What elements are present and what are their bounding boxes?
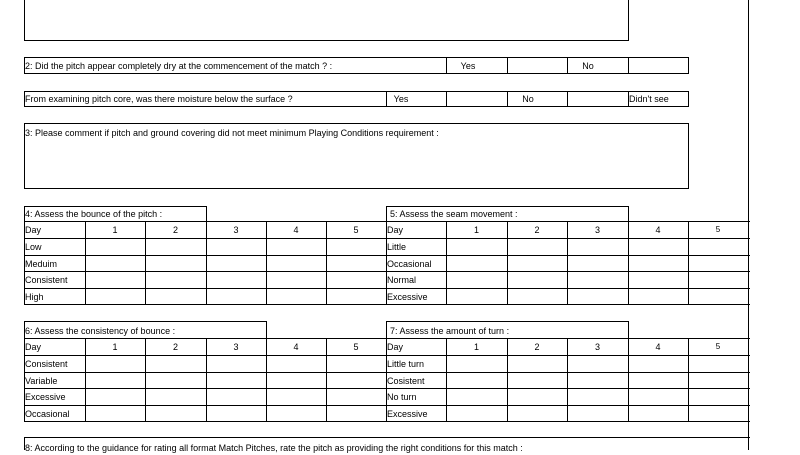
q6-day-label: Day	[25, 342, 42, 352]
q4-row-consistent: Consistent	[25, 275, 68, 285]
q7-day-2: 2	[534, 342, 540, 352]
q6-row-consistent: Consistent	[25, 359, 68, 369]
q6-day-5: 5	[353, 342, 359, 352]
q3-question: 3: Please comment if pitch and ground covering did not meet minimum Playing Conditions requirement :	[25, 128, 439, 138]
q5-row-occasional: Occasional	[387, 259, 432, 269]
q7-row-excessive: Excessive	[387, 409, 428, 419]
q6-row-excessive: Excessive	[25, 392, 66, 402]
moisture-no-checkbox[interactable]	[568, 92, 627, 106]
q7-title: 7: Assess the amount of turn :	[390, 326, 510, 336]
q4-row-low: Low	[25, 242, 42, 252]
q7-day-1: 1	[473, 342, 479, 352]
q6-day-3: 3	[233, 342, 239, 352]
q2-no-checkbox[interactable]	[629, 58, 688, 73]
right-page-border	[748, 0, 749, 450]
q5-row-excessive: Excessive	[387, 292, 428, 302]
q4-day-4: 4	[293, 225, 299, 235]
q2-question: 2: Did the pitch appear completely dry at the commencement of the match ? :	[25, 61, 333, 71]
q4-row-high: High	[25, 292, 44, 302]
q5-row-little: Little	[387, 242, 407, 252]
q4-title: 4: Assess the bounce of the pitch :	[25, 209, 163, 219]
q4-day-3: 3	[233, 225, 239, 235]
q6-row-variable: Variable	[25, 376, 58, 386]
q6-day-2: 2	[172, 342, 178, 352]
q7-row-little-turn: Little turn	[387, 359, 425, 369]
q4-day-1: 1	[112, 225, 118, 235]
q6-day-4: 4	[293, 342, 299, 352]
q4-day-5: 5	[353, 225, 359, 235]
moisture-yes-checkbox[interactable]	[447, 92, 506, 106]
q5-row-normal: Normal	[387, 275, 417, 285]
q6-title: 6: Assess the consistency of bounce :	[25, 326, 176, 336]
moisture-yes-label: Yes	[393, 94, 409, 104]
q7-day-4: 4	[655, 342, 661, 352]
q7-day-5: 5	[715, 342, 721, 351]
q1-comment-box[interactable]	[24, 0, 629, 41]
q2-yes-label: Yes	[460, 61, 476, 71]
q7-day-3: 3	[594, 342, 600, 352]
moisture-didnt-see-label: Didn't see	[629, 94, 669, 104]
q5-day-5: 5	[715, 225, 721, 234]
q7-row-no-turn: No turn	[387, 392, 417, 402]
q5-day-4: 4	[655, 225, 661, 235]
q4-row-meduim: Meduim	[25, 259, 58, 269]
q2-yes-checkbox[interactable]	[508, 58, 566, 73]
q5-day-label: Day	[387, 225, 404, 235]
q5-day-1: 1	[473, 225, 479, 235]
q8-question: 8: According to the guidance for rating all format Match Pitches, rate the pitch as providing the right conditions for this match :	[25, 443, 523, 453]
q4-day-label: Day	[25, 225, 42, 235]
moisture-no-label: No	[522, 94, 534, 104]
q5-day-2: 2	[534, 225, 540, 235]
q6-row-occasional: Occasional	[25, 409, 70, 419]
q6-day-1: 1	[112, 342, 118, 352]
q7-row-cosistent: Cosistent	[387, 376, 425, 386]
moisture-question: From examining pitch core, was there moisture below the surface ?	[25, 94, 293, 104]
q2-no-label: No	[582, 61, 594, 71]
q5-title: 5: Assess the seam movement :	[390, 209, 518, 219]
q7-day-label: Day	[387, 342, 404, 352]
q5-day-3: 3	[594, 225, 600, 235]
q4-day-2: 2	[172, 225, 178, 235]
